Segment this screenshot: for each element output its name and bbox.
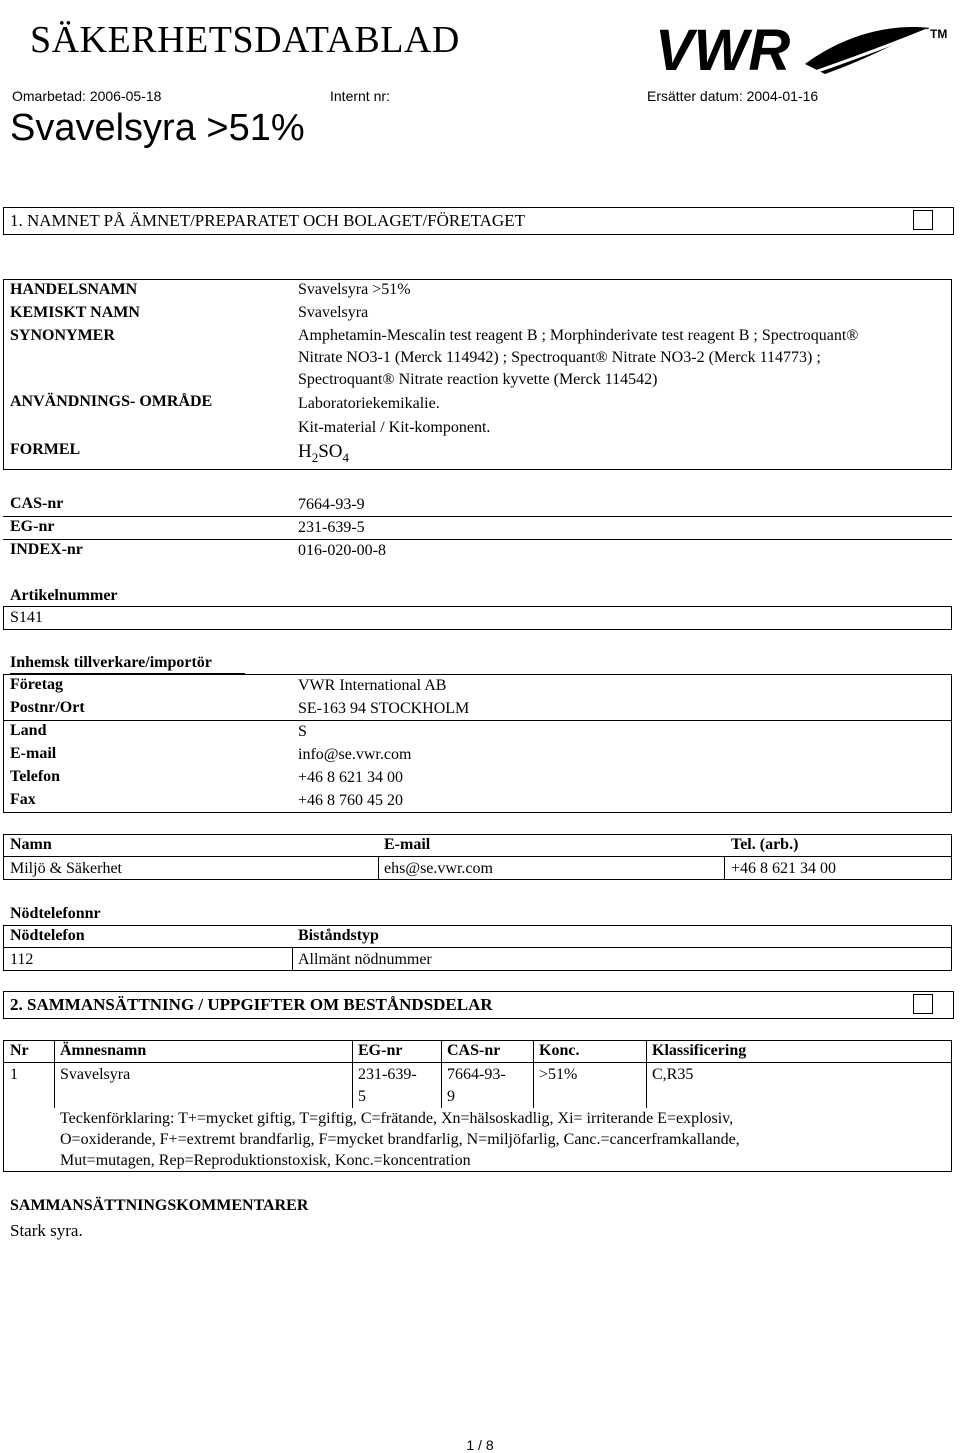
synonym-line: Spectroquant® Nitrate reaction kyvette (Merck 114542) <box>298 371 658 388</box>
synonym-line: Amphetamin-Mescalin test reagent B ; Morphinderivate test reagent B ; Spectroquant® <box>298 327 859 344</box>
value-land: S <box>298 723 307 740</box>
value-fax: +46 8 760 45 20 <box>298 792 404 809</box>
label-postnr: Postnr/Ort <box>10 699 85 716</box>
label-land: Land <box>10 722 47 739</box>
value-email[interactable]: info@se.vwr.com <box>298 746 412 763</box>
emergency-header-type: Biståndstyp <box>298 927 379 944</box>
label-eg-nr: EG-nr <box>10 518 55 535</box>
importer-box-1 <box>3 674 952 721</box>
comp-konc: >51% <box>539 1066 578 1083</box>
section-1-heading <box>3 207 954 235</box>
document-title: SÄKERHETSDATABLAD <box>30 19 460 61</box>
contact-email[interactable]: ehs@se.vwr.com <box>384 860 493 877</box>
value-postnr: SE-163 94 STOCKHOLM <box>298 700 470 717</box>
comments-heading: SAMMANSÄTTNINGSKOMMENTARER <box>10 1197 309 1214</box>
importer-box-2 <box>3 720 952 813</box>
emergency-phone: 112 <box>10 951 34 968</box>
comp-header-cas: CAS-nr <box>447 1042 501 1059</box>
value-artikelnummer: S141 <box>10 609 43 626</box>
value-kemiskt-namn: Svavelsyra <box>298 304 369 321</box>
label-telefon: Telefon <box>10 768 61 785</box>
label-fax: Fax <box>10 791 36 808</box>
comp-header-nr: Nr <box>10 1042 29 1059</box>
label-kemiskt-namn: KEMISKT NAMN <box>10 304 140 321</box>
legend-line: Teckenförklaring: T+=mycket giftig, T=giftig, C=frätande, Xn=hälsoskadlig, Xi= irriterande E=explosiv, <box>60 1110 734 1127</box>
comp-nr: 1 <box>10 1066 18 1083</box>
comp-eg-line1: 231-639- <box>358 1066 417 1083</box>
emergency-table <box>3 925 952 971</box>
label-emergency: Nödtelefonnr <box>10 905 101 922</box>
comp-header-name: Ämnesnamn <box>60 1042 147 1059</box>
logo-tm: TM <box>930 27 948 41</box>
section-2-title: 2. SAMMANSÄTTNING / UPPGIFTER OM BESTÅNDSDELAR <box>10 995 493 1014</box>
label-synonymer: SYNONYMER <box>10 327 115 344</box>
label-artikelnummer: Artikelnummer <box>10 587 118 604</box>
value-formel: $H_2SO_4$ <box>298 441 350 465</box>
logo-text: VWR <box>655 18 791 83</box>
comp-cas-line2: 9 <box>447 1088 455 1105</box>
comp-name: Svavelsyra <box>60 1066 131 1083</box>
value-telefon: +46 8 621 34 00 <box>298 769 404 786</box>
emergency-type: Allmänt nödnummer <box>298 951 432 968</box>
usage-line: Kit-material / Kit-komponent. <box>298 419 491 436</box>
contact-name: Miljö & Säkerhet <box>10 860 122 877</box>
value-eg-nr: 231-639-5 <box>298 519 365 536</box>
label-importer: Inhemsk tillverkare/importör <box>10 654 212 671</box>
comp-header-eg: EG-nr <box>358 1042 403 1059</box>
section-2-heading <box>3 991 954 1019</box>
label-index-nr: INDEX-nr <box>10 541 83 558</box>
contact-header-tel: Tel. (arb.) <box>731 836 799 853</box>
label-email: E-mail <box>10 745 57 762</box>
emergency-header-phone: Nödtelefon <box>10 927 85 944</box>
vwr-logo <box>655 18 950 86</box>
label-anvandningsomrade: ANVÄNDNINGS- OMRÅDE <box>10 393 213 410</box>
section-1-checkbox[interactable] <box>913 210 933 230</box>
comments-text: Stark syra. <box>10 1221 83 1240</box>
usage-line: Laboratoriekemikalie. <box>298 395 440 412</box>
internal-number: Internt nr: <box>330 88 390 104</box>
section-1-title: 1. NAMNET PÅ ÄMNET/PREPARATET OCH BOLAGET/FÖRETAGET <box>10 211 525 230</box>
label-foretag: Företag <box>10 676 64 693</box>
label-cas-nr: CAS-nr <box>10 495 64 512</box>
comp-eg-line2: 5 <box>358 1088 366 1105</box>
contact-header-email: E-mail <box>384 836 431 853</box>
value-cas-nr: 7664-93-9 <box>298 496 365 513</box>
product-subject: Svavelsyra >51% <box>10 107 305 149</box>
replaces-date: Ersätter datum: 2004-01-16 <box>647 88 819 104</box>
revised-date: Omarbetad: 2006-05-18 <box>12 88 162 104</box>
legend-line: Mut=mutagen, Rep=Reproduktionstoxisk, Konc.=koncentration <box>60 1152 471 1169</box>
page-number: 1 / 8 <box>466 1437 494 1453</box>
comp-cas-line1: 7664-93- <box>447 1066 506 1083</box>
contact-header-name: Namn <box>10 836 52 853</box>
section-2-checkbox[interactable] <box>913 994 933 1014</box>
label-formel: FORMEL <box>10 441 81 458</box>
article-number-box <box>3 606 952 630</box>
comp-klass: C,R35 <box>652 1066 694 1083</box>
label-handelsnamn: HANDELSNAMN <box>10 281 138 298</box>
value-handelsnamn: Svavelsyra >51% <box>298 281 411 298</box>
synonym-line: Nitrate NO3-1 (Merck 114942) ; Spectroquant® Nitrate NO3-2 (Merck 114773) ; <box>298 349 821 366</box>
value-foretag: VWR International AB <box>298 677 447 694</box>
contact-tel: +46 8 621 34 00 <box>731 860 837 877</box>
value-index-nr: 016-020-00-8 <box>298 542 386 559</box>
comp-header-konc: Konc. <box>539 1042 580 1059</box>
legend-line: O=oxiderande, F+=extremt brandfarlig, F=mycket brandfarlig, N=miljöfarlig, Canc.=cancerframkallande, <box>60 1131 740 1148</box>
comp-header-klass: Klassificering <box>652 1042 747 1059</box>
